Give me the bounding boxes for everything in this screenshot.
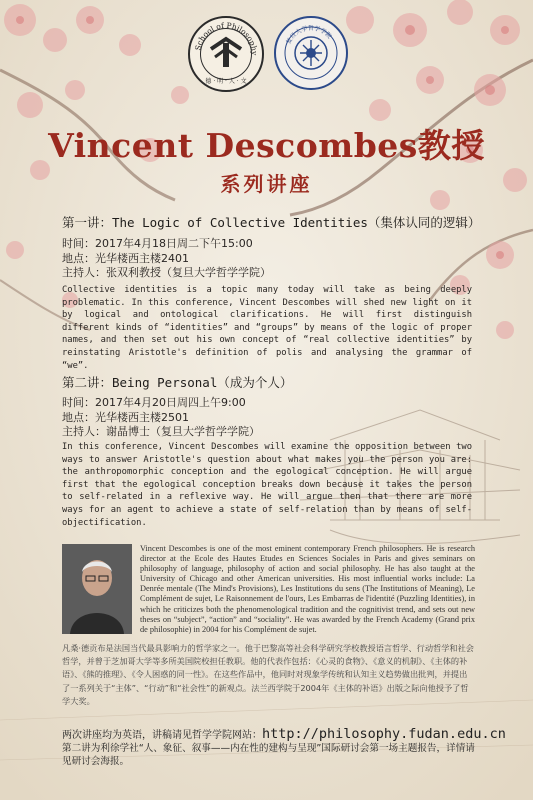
- footer-note: 第二讲为利徐学社“人、象征、叙事——内在性的建构与呈现”国际研讨会第一场主题报告，详情请见研讨会海报。: [62, 743, 475, 767]
- lecture1-info: [62, 237, 271, 281]
- lecture2-title: 第二讲：Being Personal（成为个人）: [62, 375, 293, 390]
- lecture1-host: 主持人：张双利教授（复旦大学哲学学院）: [62, 266, 271, 279]
- logo-motto: 德 · 明 · 人 · 文: [205, 78, 247, 85]
- lecture1-time: 时间：2017年4月18日周二下午15:00: [62, 237, 253, 250]
- lecture2-host: 主持人：谢晶博士（复旦大学哲学学院）: [62, 425, 260, 438]
- speaker-photo: [62, 544, 132, 634]
- logo-emblem: [200, 28, 252, 80]
- footer-language-note: [62, 726, 506, 742]
- page-subtitle: 系列讲座: [220, 172, 313, 196]
- svg-text:School of Philosophy: School of Philosophy: [193, 20, 260, 56]
- lecture1-title: 第一讲：The Logic of Collective Identities（集体认同的逻辑）: [62, 215, 481, 230]
- lecture1-abstract: Collective identities is a topic many today will take as being deeply problematic. In this conference, Vincent Descombes will shed new light on it by logical and ontological clarifications. He will first distinguish different kinds of “identities” and “groups” by means of the logic of proper names, and then set out his own concept of “real collective identities” by reinstating Aristotle's definition of polis and analysing the grammar of “we”.: [62, 285, 472, 371]
- speaker-bio-cn: 凡桑·德贡布是法国当代最具影响力的哲学家之一。他于巴黎高等社会科学研究学校教授语言哲学、行动哲学和社会哲学，并曾于芝加哥大学等多所美国院校担任教职。他的代表作包括：《心灵的食物》、《意义的机制》、《主体的补语》、《熊的推理》、《令人困惑的同一性》。在这些作品中，他同时对现象学传统和认知主义趋势做出批判，并提出了一系列关于“主体”、“行动”和“社会性”的新观点。法兰西学院于2004年《主体的补语》出版之际向他授予了哲学大奖。: [62, 643, 474, 706]
- fudan-emblem-icon: [276, 18, 346, 88]
- lecture1-place: 地点：光华楼西主楼2401: [62, 251, 189, 265]
- website-link[interactable]: http://philosophy.fudan.edu.cn: [262, 726, 506, 742]
- school-of-philosophy-logo: [188, 16, 264, 92]
- lecture2-info: [62, 396, 260, 440]
- speaker-bio-en: Vincent Descombes is one of the most eminent contemporary French philosophers. He is research director at the Ecole des Hautes Etudes en Sciences Sociales in Paris and gives seminars on philosophy of language, philosophy of action and social philosophy. He has also taught at the University of Chicago and other American universities. His most influential works include: La Denrée mentale (The Mind's Provisions), Les Institutions du sens (The Institutions of Meaning), Le Complément de sujet, Le Raisonnement de l'ours, Les Embarras de l'identité (Puzzling Identities), in which he criticizes both the phenomenological tradition and the cognitivist trend, and sets out new theses on “subject”, “action” and “sociality”. He was awarded by the French Academy (Grand prix de philosophie) in 2004 for his Complément de sujet.: [140, 544, 475, 634]
- fudan-logo: [274, 16, 348, 90]
- lecture2-time: 时间：2017年4月20日周四上午9:00: [62, 396, 246, 409]
- page-title: Vincent Descombes教授: [48, 126, 485, 165]
- tree-icon: [201, 29, 251, 79]
- speaker-portrait-icon: [62, 544, 132, 634]
- footer-prefix: 两次讲座均为英语，讲稿请见哲学学院网站：: [62, 730, 262, 741]
- lecture2-abstract: In this conference, Vincent Descombes will examine the opposition between two ways to answer Aristotle's question about what makes you the person you are: the anthropomorphic conception and the egological conception. He will argue first that the egological conception breaks down because it takes the person to self-related in a reflexive way. He will argue then that there are more ways for an agent to achieve a state of self-relation than by means of self-objectification.: [62, 442, 472, 528]
- lecture2-place: 地点：光华楼西主楼2501: [62, 410, 189, 424]
- svg-text:复旦大学哲学学院: 复旦大学哲学学院: [285, 24, 333, 46]
